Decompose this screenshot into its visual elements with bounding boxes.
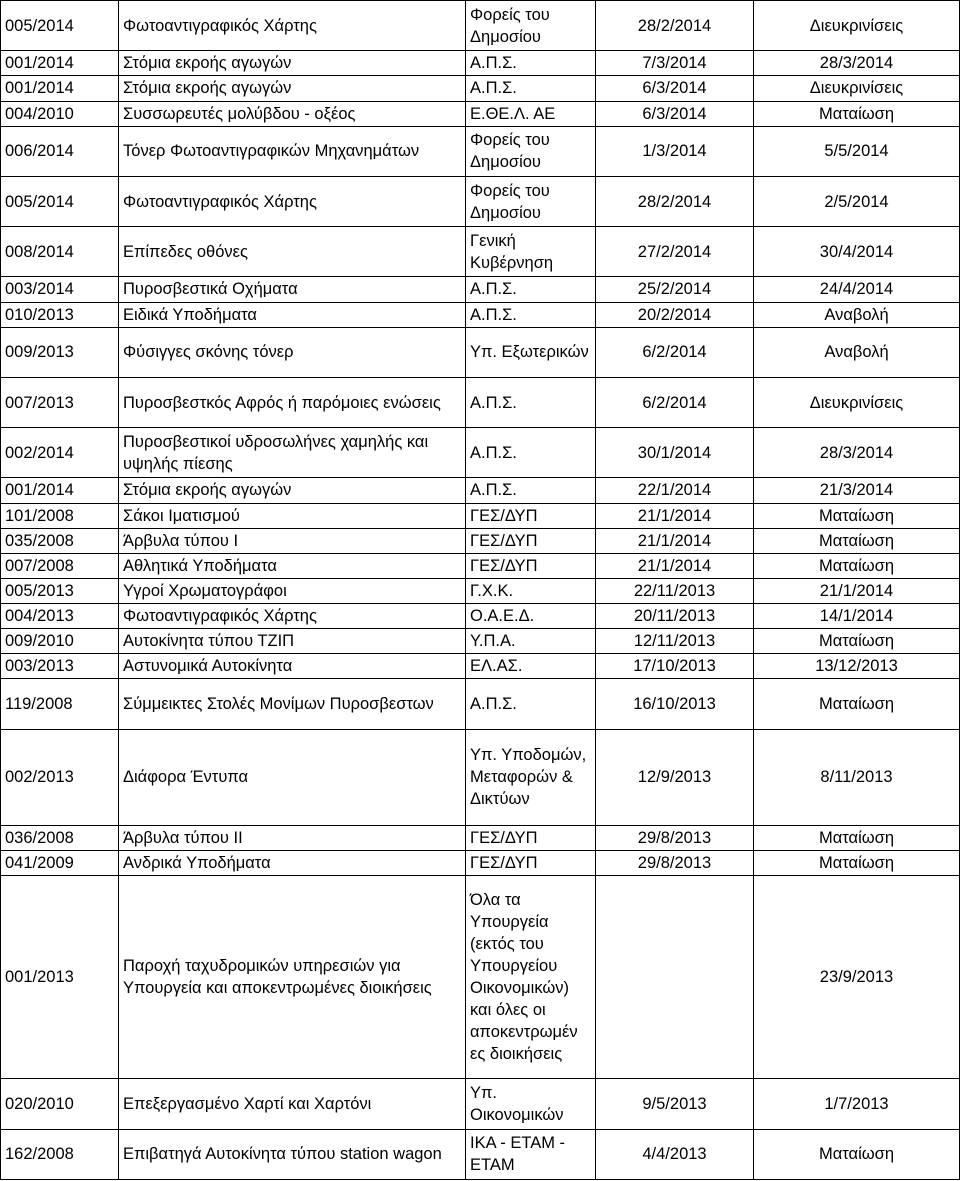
number-cell: 010/2013 [1, 302, 119, 327]
number-cell: 005/2014 [1, 1, 119, 51]
subject-cell: Αστυνομικά Αυτοκίνητα [119, 654, 466, 679]
authority-cell: Υπ. Υποδομών, Μεταφορών & Δικτύων [466, 729, 596, 825]
number-cell: 162/2008 [1, 1129, 119, 1180]
number-cell: 003/2013 [1, 654, 119, 679]
status-cell: Ματαίωση [754, 825, 960, 850]
table-row [1, 729, 960, 825]
number-cell: 005/2014 [1, 176, 119, 226]
authority-cell: ΓΕΣ/ΔΥΠ [466, 825, 596, 850]
authority-cell: ΓΕΣ/ΔΥΠ [466, 528, 596, 553]
date-cell: 6/3/2014 [596, 76, 754, 101]
table-row [1, 277, 960, 302]
subject-cell: Πυροσβεστκός Αφρός ή παρόμοιες ενώσεις [119, 377, 466, 427]
number-cell: 004/2010 [1, 101, 119, 126]
subject-cell: Πυροσβεστικά Οχήματα [119, 277, 466, 302]
status-cell: 14/1/2014 [754, 604, 960, 629]
number-cell: 101/2008 [1, 503, 119, 528]
subject-cell: Επιβατηγά Αυτοκίνητα τύπου station wagon [119, 1129, 466, 1180]
number-cell: 001/2014 [1, 76, 119, 101]
subject-cell: Άρβυλα τύπου Ι [119, 528, 466, 553]
table-row [1, 850, 960, 875]
date-cell: 12/9/2013 [596, 729, 754, 825]
date-cell: 27/2/2014 [596, 227, 754, 277]
status-cell: 2/5/2014 [754, 176, 960, 226]
status-cell: 1/7/2013 [754, 1079, 960, 1129]
subject-cell: Πυροσβεστικοί υδροσωλήνες χαμηλής και υψηλής πίεσης [119, 428, 466, 478]
subject-cell: Διάφορα Έντυπα [119, 729, 466, 825]
status-cell: 8/11/2013 [754, 729, 960, 825]
date-cell: 6/2/2014 [596, 327, 754, 377]
date-cell: 7/3/2014 [596, 51, 754, 76]
date-cell: 21/1/2014 [596, 503, 754, 528]
number-cell: 004/2013 [1, 604, 119, 629]
table-row [1, 1129, 960, 1180]
status-cell: Ματαίωση [754, 101, 960, 126]
table-row [1, 327, 960, 377]
authority-cell: ΙΚΑ - ΕΤΑΜ - ΕΤΑΜ [466, 1129, 596, 1180]
date-cell: 28/2/2014 [596, 176, 754, 226]
status-cell: Διευκρινίσεις [754, 377, 960, 427]
subject-cell: Ανδρικά Υποδήματα [119, 850, 466, 875]
table-row [1, 176, 960, 226]
authority-cell: Α.Π.Σ. [466, 76, 596, 101]
subject-cell: Στόμια εκροής αγωγών [119, 478, 466, 503]
table-row [1, 126, 960, 176]
authority-cell: Φορείς του Δημοσίου [466, 1, 596, 51]
date-cell: 12/11/2013 [596, 629, 754, 654]
number-cell: 003/2014 [1, 277, 119, 302]
table-row [1, 604, 960, 629]
date-cell: 25/2/2014 [596, 277, 754, 302]
status-cell: Ματαίωση [754, 629, 960, 654]
authority-cell: Υ.Π.Α. [466, 629, 596, 654]
number-cell: 002/2014 [1, 428, 119, 478]
date-cell: 6/2/2014 [596, 377, 754, 427]
date-cell: 9/5/2013 [596, 1079, 754, 1129]
subject-cell: Αυτοκίνητα τύπου ΤΖΙΠ [119, 629, 466, 654]
date-cell: 28/2/2014 [596, 1, 754, 51]
table-row [1, 503, 960, 528]
authority-cell: ΓΕΣ/ΔΥΠ [466, 503, 596, 528]
table-row [1, 654, 960, 679]
number-cell: 005/2013 [1, 578, 119, 603]
status-cell: 28/3/2014 [754, 51, 960, 76]
date-cell: 21/1/2014 [596, 553, 754, 578]
table-row [1, 679, 960, 729]
subject-cell: Συσσωρευτές μολύβδου - οξέος [119, 101, 466, 126]
number-cell: 035/2008 [1, 528, 119, 553]
date-cell: 6/3/2014 [596, 101, 754, 126]
table-row [1, 101, 960, 126]
table-row [1, 51, 960, 76]
subject-cell: Επίπεδες οθόνες [119, 227, 466, 277]
status-cell: 21/1/2014 [754, 578, 960, 603]
subject-cell: Επεξεργασμένο Χαρτί και Χαρτόνι [119, 1079, 466, 1129]
table-row [1, 76, 960, 101]
authority-cell: Φορείς του Δημοσίου [466, 126, 596, 176]
status-cell: Ματαίωση [754, 528, 960, 553]
date-cell: 22/1/2014 [596, 478, 754, 503]
status-cell: Αναβολή [754, 302, 960, 327]
table-row [1, 377, 960, 427]
subject-cell: Φωτοαντιγραφικός Χάρτης [119, 604, 466, 629]
table-row [1, 578, 960, 603]
status-cell: Ματαίωση [754, 850, 960, 875]
authority-cell: Γ.Χ.Κ. [466, 578, 596, 603]
number-cell: 007/2008 [1, 553, 119, 578]
authority-cell: Α.Π.Σ. [466, 478, 596, 503]
authority-cell: Υπ. Εξωτερικών [466, 327, 596, 377]
subject-cell: Φωτοαντιγραφικός Χάρτης [119, 176, 466, 226]
date-cell: 21/1/2014 [596, 528, 754, 553]
status-cell: 24/4/2014 [754, 277, 960, 302]
date-cell: 20/2/2014 [596, 302, 754, 327]
authority-cell: Όλα τα Υπουργεία (εκτός του Υπουργείου Οικονομικών) και όλες οι αποκεντρωμέν ες διοικήσεις [466, 876, 596, 1079]
table-row [1, 553, 960, 578]
authority-cell: Α.Π.Σ. [466, 51, 596, 76]
subject-cell: Τόνερ Φωτοαντιγραφικών Μηχανημάτων [119, 126, 466, 176]
status-cell: Ματαίωση [754, 679, 960, 729]
date-cell: 22/11/2013 [596, 578, 754, 603]
subject-cell: Στόμια εκροής αγωγών [119, 51, 466, 76]
authority-cell: ΓΕΣ/ΔΥΠ [466, 553, 596, 578]
authority-cell: Α.Π.Σ. [466, 377, 596, 427]
table-row [1, 629, 960, 654]
authority-cell: Υπ. Οικονομικών [466, 1079, 596, 1129]
date-cell: 30/1/2014 [596, 428, 754, 478]
table-row [1, 478, 960, 503]
authority-cell: Ο.Α.Ε.Δ. [466, 604, 596, 629]
date-cell: 1/3/2014 [596, 126, 754, 176]
authority-cell: Α.Π.Σ. [466, 277, 596, 302]
status-cell: Ματαίωση [754, 1129, 960, 1180]
status-cell: 13/12/2013 [754, 654, 960, 679]
table-row [1, 227, 960, 277]
date-cell: 29/8/2013 [596, 825, 754, 850]
status-cell: 28/3/2014 [754, 428, 960, 478]
table-row [1, 428, 960, 478]
status-cell: 5/5/2014 [754, 126, 960, 176]
number-cell: 001/2013 [1, 876, 119, 1079]
table-row [1, 825, 960, 850]
authority-cell: Α.Π.Σ. [466, 302, 596, 327]
table-row [1, 302, 960, 327]
number-cell: 041/2009 [1, 850, 119, 875]
subject-cell: Ειδικά Υποδήματα [119, 302, 466, 327]
status-cell: Διευκρινίσεις [754, 1, 960, 51]
status-cell: Αναβολή [754, 327, 960, 377]
authority-cell: Α.Π.Σ. [466, 428, 596, 478]
number-cell: 002/2013 [1, 729, 119, 825]
authority-cell: Ε.ΘΕ.Λ. ΑΕ [466, 101, 596, 126]
date-cell: 29/8/2013 [596, 850, 754, 875]
authority-cell: Γενική Κυβέρνηση [466, 227, 596, 277]
subject-cell: Υγροί Χρωματογράφοι [119, 578, 466, 603]
authority-cell: ΓΕΣ/ΔΥΠ [466, 850, 596, 875]
number-cell: 009/2013 [1, 327, 119, 377]
table-row [1, 1, 960, 51]
number-cell: 036/2008 [1, 825, 119, 850]
number-cell: 007/2013 [1, 377, 119, 427]
number-cell: 001/2014 [1, 51, 119, 76]
status-cell: 23/9/2013 [754, 876, 960, 1079]
table-row [1, 1079, 960, 1129]
date-cell: 17/10/2013 [596, 654, 754, 679]
status-cell: 21/3/2014 [754, 478, 960, 503]
date-cell: 4/4/2013 [596, 1129, 754, 1180]
subject-cell: Αθλητικά Υποδήματα [119, 553, 466, 578]
status-cell: 30/4/2014 [754, 227, 960, 277]
status-cell: Ματαίωση [754, 503, 960, 528]
subject-cell: Φωτοαντιγραφικός Χάρτης [119, 1, 466, 51]
subject-cell: Παροχή ταχυδρομικών υπηρεσιών για Υπουργεία και αποκεντρωμένες διοικήσεις [119, 876, 466, 1079]
date-cell [596, 876, 754, 1079]
subject-cell: Σάκοι Ιματισμού [119, 503, 466, 528]
number-cell: 009/2010 [1, 629, 119, 654]
date-cell: 16/10/2013 [596, 679, 754, 729]
date-cell: 20/11/2013 [596, 604, 754, 629]
table-row [1, 876, 960, 1079]
subject-cell: Άρβυλα τύπου ΙΙ [119, 825, 466, 850]
authority-cell: Φορείς του Δημοσίου [466, 176, 596, 226]
number-cell: 119/2008 [1, 679, 119, 729]
table-row [1, 528, 960, 553]
number-cell: 008/2014 [1, 227, 119, 277]
authority-cell: Α.Π.Σ. [466, 679, 596, 729]
status-cell: Ματαίωση [754, 553, 960, 578]
subject-cell: Φύσιγγες σκόνης τόνερ [119, 327, 466, 377]
status-cell: Διευκρινίσεις [754, 76, 960, 101]
subject-cell: Στόμια εκροής αγωγών [119, 76, 466, 101]
subject-cell: Σύμμεικτες Στολές Μονίμων Πυροσβεστων [119, 679, 466, 729]
number-cell: 001/2014 [1, 478, 119, 503]
authority-cell: ΕΛ.ΑΣ. [466, 654, 596, 679]
number-cell: 006/2014 [1, 126, 119, 176]
number-cell: 020/2010 [1, 1079, 119, 1129]
